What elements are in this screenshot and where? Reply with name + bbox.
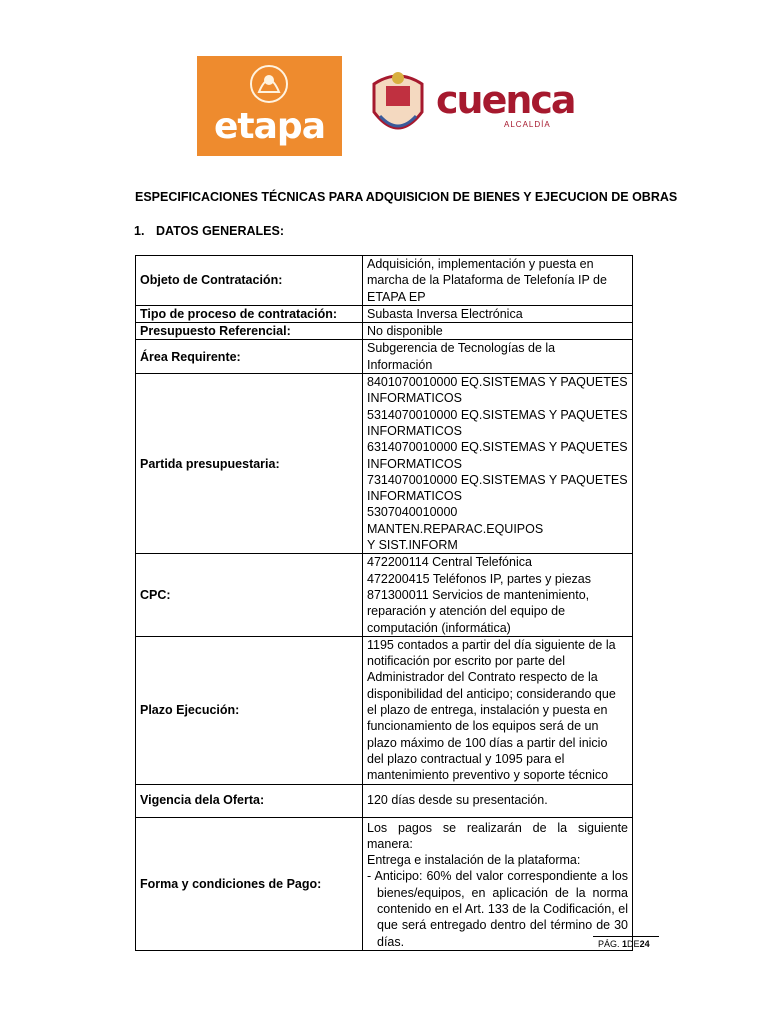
row-label: Tipo de proceso de contratación:	[136, 305, 363, 322]
page-total: 24	[639, 939, 650, 949]
value-line: 472200114 Central Telefónica	[367, 555, 532, 570]
value-line: Administrador del Contrato respecto de la	[367, 670, 598, 685]
row-label: Plazo Ejecución:	[136, 636, 363, 784]
value-line: No disponible	[367, 324, 443, 339]
value-line: Subasta Inversa Electrónica	[367, 306, 523, 321]
row-value	[363, 323, 633, 340]
value-line: computación (informática)	[367, 620, 511, 635]
value-line: INFORMATICOS	[367, 391, 462, 406]
value-line: Adquisición, implementación y puesta en	[367, 257, 594, 271]
table-row	[136, 817, 633, 950]
payment-bullet: - Anticipo: 60% del valor correspondiente a los bienes/equipos, en aplicación de la norma contenido en el Art. 133 de la Codificación, el que será entregado dentro del término de 30 días.	[367, 869, 628, 949]
value-line: INFORMATICOS	[367, 489, 462, 504]
payment-subhead: Entrega e instalación de la plataforma:	[367, 853, 581, 868]
row-value	[363, 340, 633, 374]
payment-intro: Los pagos se realizarán de la siguiente manera:	[367, 820, 628, 851]
footer-rule	[593, 936, 659, 937]
cuenca-wordmark: cuenca	[436, 78, 575, 122]
value-line: 7314070010000 EQ.SISTEMAS Y PAQUETES	[367, 472, 628, 487]
section-number: 1.	[134, 224, 145, 238]
row-label: Objeto de Contratación:	[136, 256, 363, 306]
row-value	[363, 305, 633, 322]
etapa-wordmark: etapa	[214, 106, 325, 147]
value-line: 6314070010000 EQ.SISTEMAS Y PAQUETES	[367, 440, 628, 455]
table-row	[136, 323, 633, 340]
row-value	[363, 256, 633, 306]
etapa-seal-icon	[247, 62, 291, 106]
value-line: funcionamiento de los equipos será de un	[367, 719, 599, 734]
row-value	[363, 636, 633, 784]
cuenca-logo	[366, 66, 581, 146]
value-line: disponibilidad del anticipo; considerando que	[367, 686, 616, 701]
row-value	[363, 817, 633, 950]
table-row	[136, 784, 633, 817]
value-line: marcha de la Plataforma de Telefonía IP de	[367, 273, 607, 288]
cuenca-subtitle: ALCALDÍA	[504, 120, 551, 129]
row-value	[363, 784, 633, 817]
table-row	[136, 636, 633, 784]
value-line: 5307040010000 MANTEN.REPARAC.EQUIPOS	[367, 505, 544, 536]
value-line: 5314070010000 EQ.SISTEMAS Y PAQUETES	[367, 407, 628, 422]
page-number	[598, 939, 650, 949]
value-line: del plazo contractual y 1095 para el	[367, 751, 565, 766]
table-row	[136, 256, 633, 306]
table-row	[136, 374, 633, 554]
value-line: notificación por escrito por parte del	[367, 654, 566, 669]
value-line: Información	[367, 357, 433, 372]
value-line: mantenimiento preventivo y soporte técnico	[367, 768, 609, 783]
cuenca-coat-of-arms-icon	[366, 66, 430, 146]
page-prefix: PÁG.	[598, 939, 620, 949]
row-label: Área Requirente:	[136, 340, 363, 374]
table-row	[136, 305, 633, 322]
value-line: plazo máximo de 100 días a partir del inicio	[367, 735, 608, 750]
table-row	[136, 340, 633, 374]
value-line: Y SIST.INFORM	[367, 538, 458, 553]
section-heading	[134, 224, 284, 238]
value-line: Subgerencia de Tecnologías de la	[367, 341, 556, 356]
value-line: INFORMATICOS	[367, 423, 462, 438]
value-line: 1195 contados a partir del día siguiente de la	[367, 637, 616, 652]
document-title: ESPECIFICACIONES TÉCNICAS PARA ADQUISICION DE BIENES Y EJECUCION DE OBRAS	[135, 190, 678, 204]
row-label: Partida presupuestaria:	[136, 374, 363, 554]
value-line: 8401070010000 EQ.SISTEMAS Y PAQUETES	[367, 375, 628, 390]
row-label: Forma y condiciones de Pago:	[136, 817, 363, 950]
page-of: DE	[627, 939, 640, 949]
value-line: el plazo de entrega, instalación y puesta en	[367, 703, 608, 718]
row-value	[363, 554, 633, 636]
section-title: DATOS GENERALES:	[156, 224, 285, 238]
page-current: 1	[622, 939, 628, 949]
value-line: 120 días desde su presentación.	[367, 793, 548, 808]
row-value	[363, 374, 633, 554]
table-row	[136, 554, 633, 636]
general-data-table	[135, 255, 633, 951]
etapa-logo	[197, 56, 342, 156]
value-line: 472200415 Teléfonos IP, partes y piezas	[367, 571, 592, 586]
value-line: INFORMATICOS	[367, 456, 462, 471]
row-label: CPC:	[136, 554, 363, 636]
value-line: 871300011 Servicios de mantenimiento,	[367, 587, 590, 602]
value-line: reparación y atención del equipo de	[367, 604, 566, 619]
value-line: ETAPA EP	[367, 289, 426, 304]
row-label: Vigencia dela Oferta:	[136, 784, 363, 817]
row-label: Presupuesto Referencial:	[136, 323, 363, 340]
